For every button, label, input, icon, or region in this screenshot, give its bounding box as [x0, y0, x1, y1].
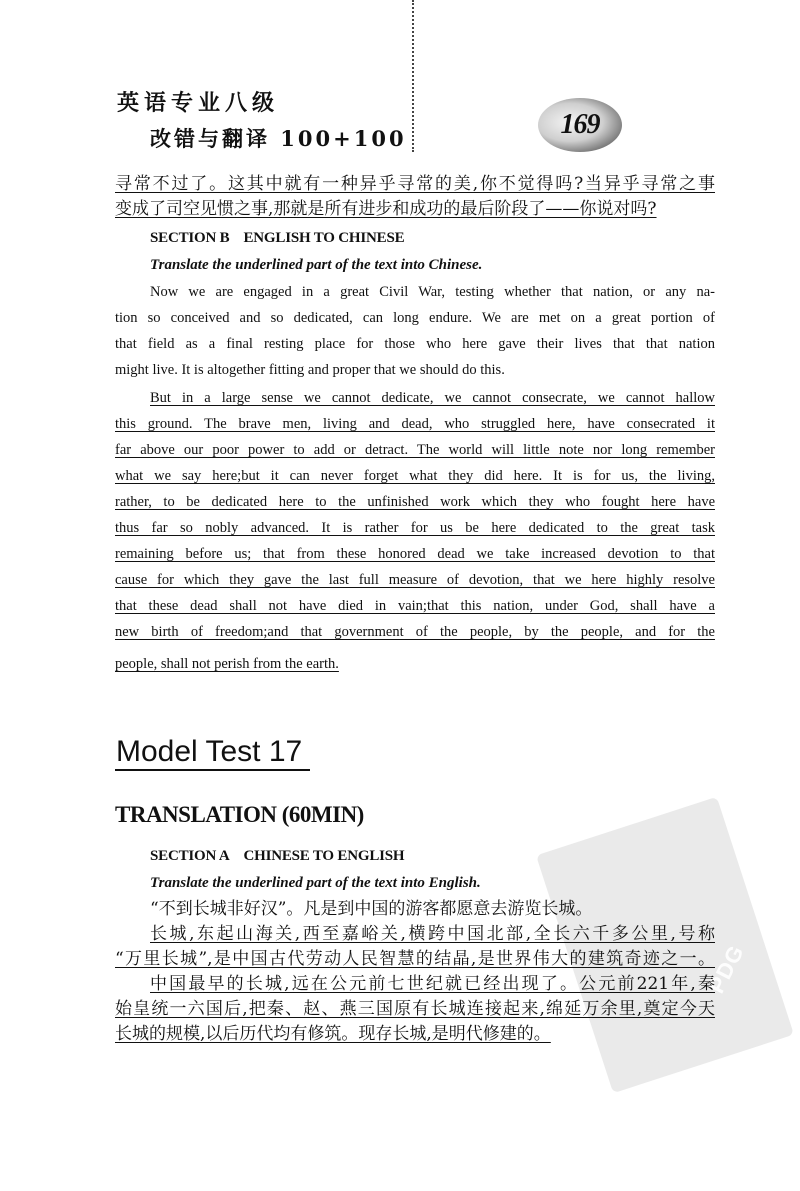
section-a-paragraph-2-underlined [115, 922, 715, 972]
section-a-paragraph-3-underlined [115, 972, 715, 1047]
text-line: that these dead shall not have died in vain;that this nation, under God, shall have a [115, 598, 715, 614]
section-a-instruction: Translate the underlined part of the text into English. [150, 875, 481, 891]
text-line: what we say here;but it can never forget what they did here. It is for us, the living, [115, 468, 715, 484]
section-b-title: ENGLISH TO CHINESE [243, 230, 405, 246]
section-a-paragraph-1 [115, 897, 715, 922]
text-line: far above our poor power to add or detract. The world will little note nor long remember [115, 442, 715, 458]
text-line: thus far so nobly advanced. It is rather for us be here dedicated to the great task [115, 520, 715, 536]
text-line: people, shall not perish from the earth. [115, 656, 339, 672]
text-line: this ground. The brave men, living and dead, who struggled here, have consecrated it [115, 416, 715, 432]
text-line: 长城,东起山海关,西至嘉峪关,横跨中国北部,全长六千多公里,号称 [150, 924, 715, 944]
text-line: “不到长城非好汉”。凡是到中国的游客都愿意去游览长城。 [150, 899, 593, 919]
text-line: that field as a final resting place for those who here gave their lives that that nation [115, 336, 715, 352]
section-a-title: CHINESE TO ENGLISH [243, 848, 405, 864]
section-b-instruction: Translate the underlined part of the text into Chinese. [150, 257, 483, 273]
text-line: Now we are engaged in a great Civil War, testing whether that nation, or any na- [150, 284, 715, 300]
text-line: 寻常不过了。这其中就有一种异乎寻常的美,你不觉得吗?当异乎寻常之事 [115, 174, 715, 194]
section-b-paragraph-2-underlined [115, 385, 715, 677]
text-line: rather, to be dedicated here to the unfinished work which they who fought here have [115, 494, 715, 510]
text-line: remaining before us; that from these honored dead we take increased devotion to that [115, 546, 715, 562]
section-b-heading [150, 225, 404, 251]
watermark-text: PDG [704, 940, 750, 998]
text-line: 变成了司空见惯之事,那就是所有进步和成功的最后阶段了——你说对吗? [115, 199, 657, 219]
text-line: “万里长城”,是中国古代劳动人民智慧的结晶,是世界伟大的建筑奇迹之一。 [115, 949, 715, 969]
text-line: cause for which they gave the last full measure of devotion, that we here highly resolve [115, 572, 715, 588]
text-line: new birth of freedom;and that government of the people, by the people, and for the [115, 624, 715, 640]
page-number-badge [538, 98, 622, 152]
translation-part-heading: TRANSLATION (60MIN) [115, 802, 364, 827]
header-book-title: 改错与翻译 100+100 [150, 126, 407, 151]
header-series-title: 英语专业八级 [117, 90, 280, 116]
text-line: might live. It is altogether fitting and proper that we should do this. [115, 362, 505, 378]
section-b-label: SECTION B [150, 230, 230, 246]
page-number: 169 [560, 109, 600, 140]
text-line: 长城的规模,以后历代均有修筑。现存长城,是明代修建的。 [115, 1024, 551, 1044]
text-line: 中国最早的长城,远在公元前七世纪就已经出现了。公元前221年,秦 [150, 974, 715, 994]
header-dotted-divider [412, 0, 414, 152]
carryover-paragraph [115, 172, 715, 222]
text-line: 始皇统一六国后,把秦、赵、燕三国原有长城连接起来,绵延万余里,奠定今天 [115, 999, 715, 1019]
section-a-label: SECTION A [150, 848, 230, 864]
model-test-title: Model Test 17 [116, 735, 303, 768]
section-b-paragraph-1 [115, 279, 715, 383]
section-a-heading [150, 843, 404, 869]
text-line: But in a large sense we cannot dedicate, we cannot consecrate, we cannot hallow [150, 390, 715, 406]
text-line: tion so conceived and so dedicated, can long endure. We are met on a great portion of [115, 310, 715, 326]
